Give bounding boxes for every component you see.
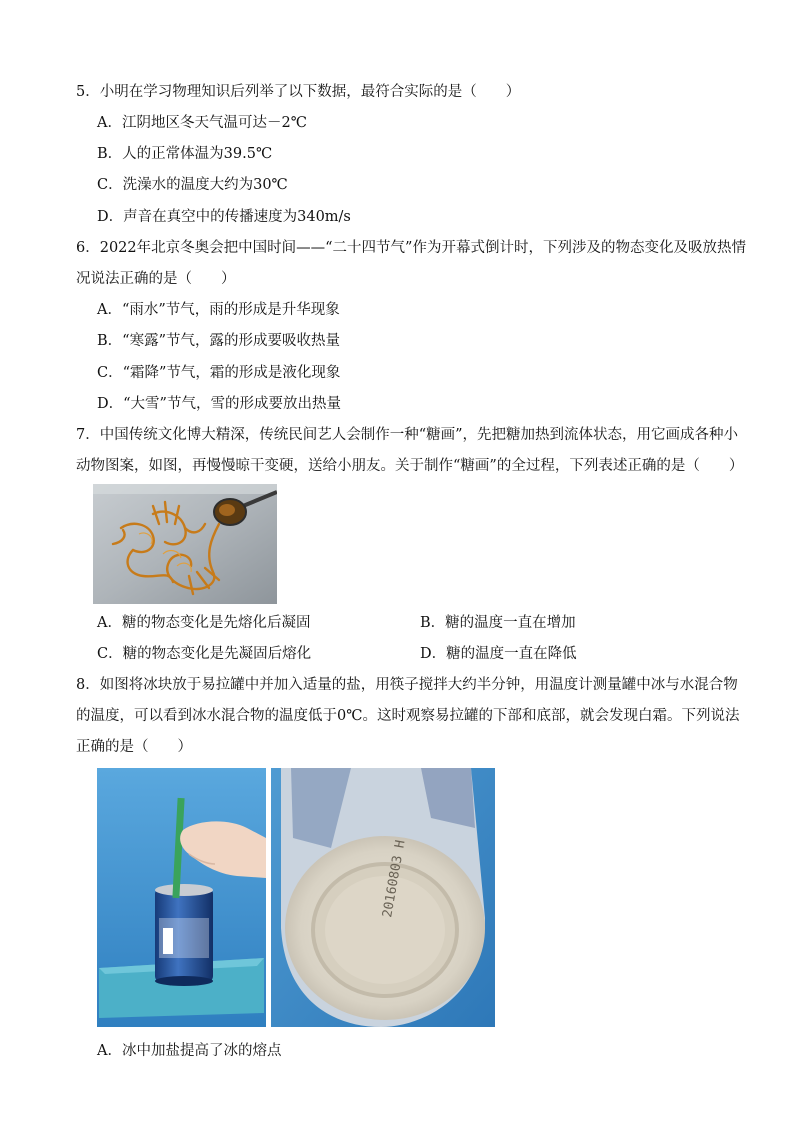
q7-option-c: C．糖的物态变化是先凝固后熔化 xyxy=(97,646,312,662)
q5-option-d: D．声音在真空中的传播速度为340m/s xyxy=(97,209,351,225)
can-stirring-image xyxy=(97,768,266,1027)
can-bottom-frost-image xyxy=(271,768,495,1027)
q6-stem-line2: 况说法正确的是（ ） xyxy=(76,271,236,287)
can-stamp-text: 20160803 H xyxy=(380,838,409,919)
q8-stem-line3: 正确的是（ ） xyxy=(76,739,192,755)
q7-option-b: B．糖的温度一直在增加 xyxy=(420,615,576,631)
q5-option-c: C．洗澡水的温度大约为30℃ xyxy=(97,177,288,193)
q5-stem: 5．小明在学习物理知识后列举了以下数据，最符合实际的是（ ） xyxy=(76,84,521,100)
q8-option-a: A．冰中加盐提高了冰的熔点 xyxy=(97,1043,282,1059)
q6-option-b: B．“寒露”节气，露的形成要吸收热量 xyxy=(97,333,340,349)
q6-stem-line1: 6．2022年北京冬奥会把中国时间——“二十四节气”作为开幕式倒计时，下列涉及的物态变化及吸放热情 xyxy=(76,240,746,256)
q6-option-a: A．“雨水”节气，雨的形成是升华现象 xyxy=(97,302,340,318)
q7-option-a: A．糖的物态变化是先熔化后凝固 xyxy=(97,615,311,631)
q7-stem-line1: 7．中国传统文化博大精深，传统民间艺人会制作一种“糖画”，先把糖加热到流体状态，用它画成各种小 xyxy=(76,427,739,443)
q7-stem-line2: 动物图案，如图，再慢慢晾干变硬，送给小朋友。关于制作“糖画”的全过程，下列表述正确的是（ ） xyxy=(76,458,744,474)
sugar-painting-image xyxy=(93,484,277,604)
q6-option-d: D．“大雪”节气，雪的形成要放出热量 xyxy=(97,396,341,412)
q8-stem-line2: 的温度，可以看到冰水混合物的温度低于0℃。这时观察易拉罐的下部和底部，就会发现白霜。下列说法 xyxy=(76,708,740,724)
q5-option-a: A．江阴地区冬天气温可达－2℃ xyxy=(97,115,307,131)
q5-option-b: B．人的正常体温为39.5℃ xyxy=(97,146,273,162)
q8-stem-line1: 8．如图将冰块放于易拉罐中并加入适量的盐，用筷子搅拌大约半分钟，用温度计测量罐中冰与水混合物 xyxy=(76,677,738,693)
q7-option-d: D．糖的温度一直在降低 xyxy=(420,646,577,662)
q6-option-c: C．“霜降”节气，霜的形成是液化现象 xyxy=(97,365,341,381)
